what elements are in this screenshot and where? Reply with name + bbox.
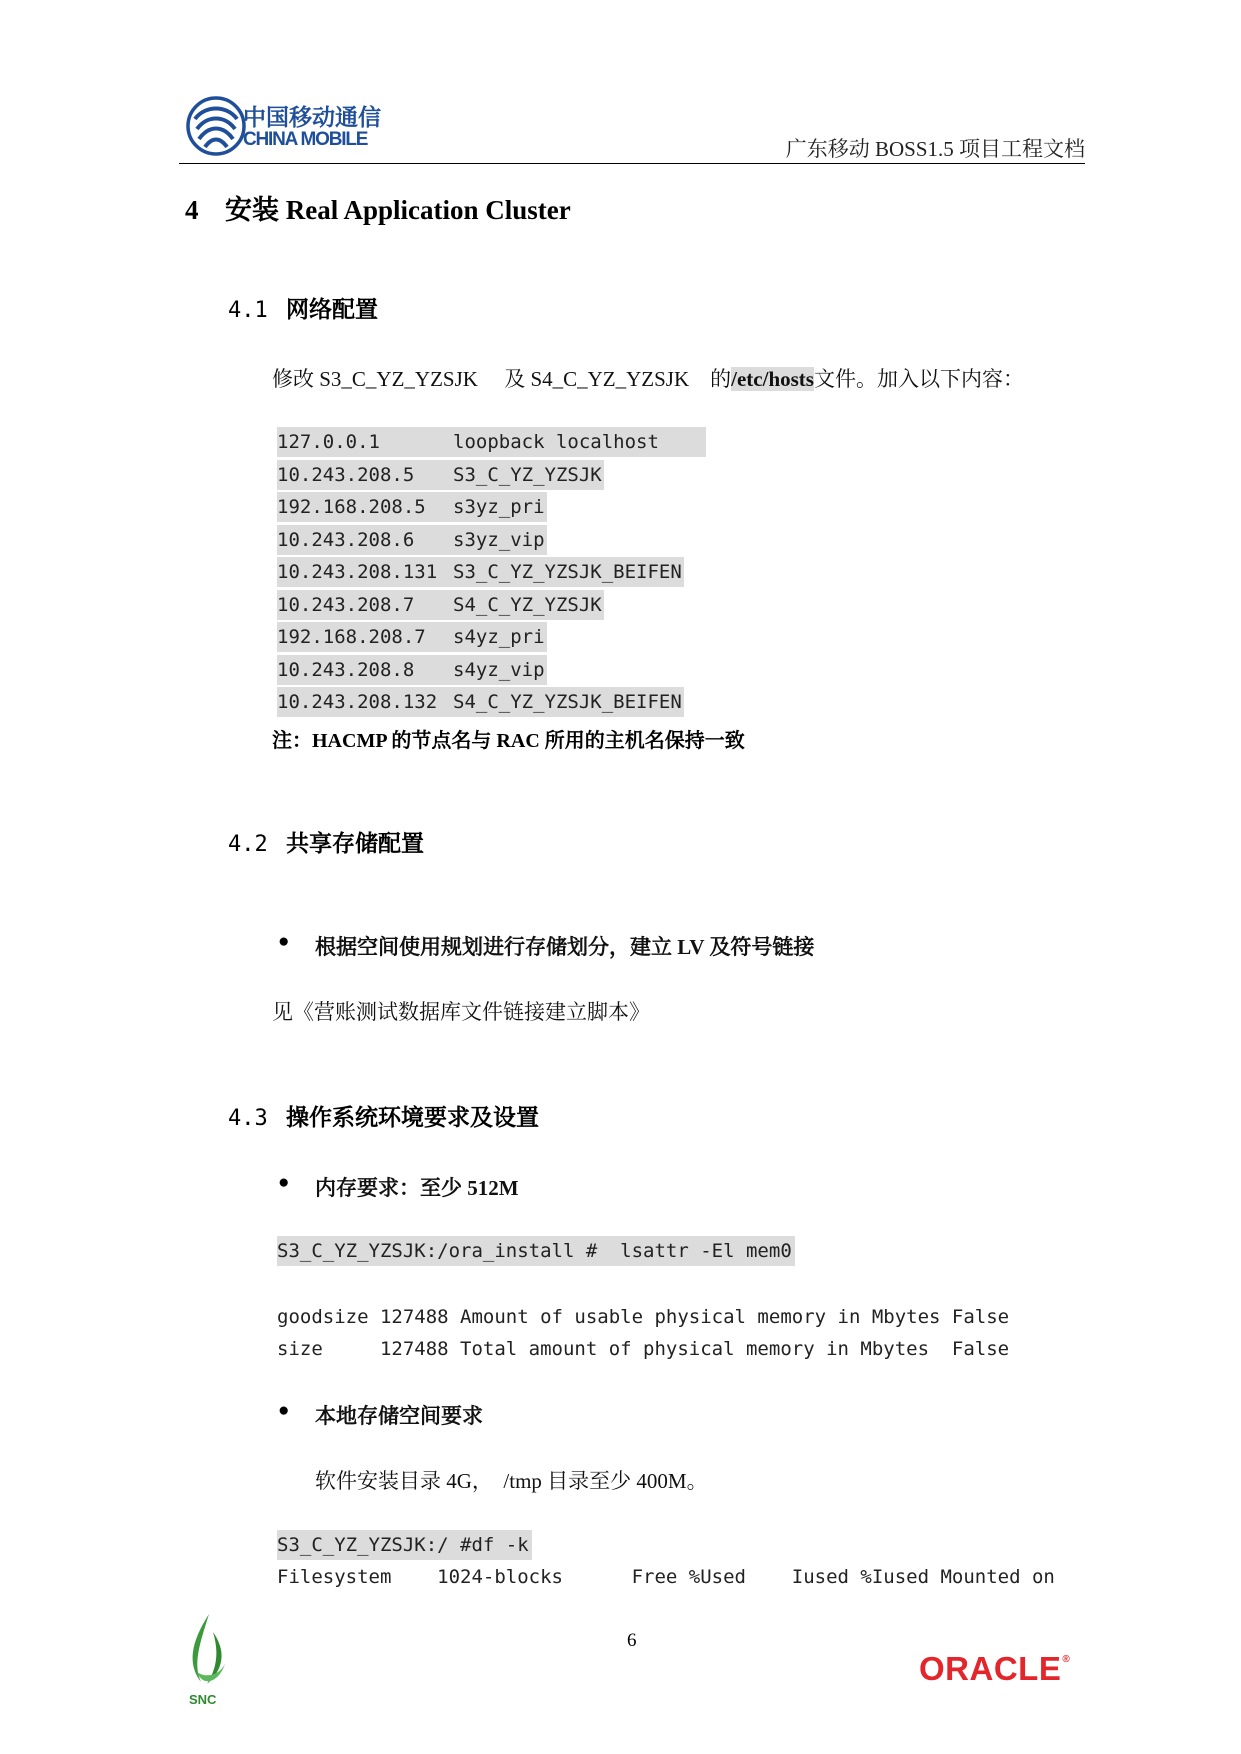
- section-title: 共享存储配置: [286, 831, 424, 856]
- bullet-icon: ●: [278, 1172, 290, 1193]
- hosts-file-path: /etc/hosts: [731, 367, 814, 391]
- section-title: 网络配置: [286, 297, 378, 322]
- section-heading-4-1: [228, 291, 378, 324]
- host-name: s3yz_vip: [453, 528, 545, 551]
- bullet-icon: ●: [278, 1400, 290, 1421]
- intro-text: 修改 S3_C_YZ_YZSJK 及 S4_C_YZ_YZSJK 的: [272, 367, 732, 391]
- table-row: [277, 687, 706, 720]
- host-ip: 10.243.208.6: [277, 528, 415, 551]
- table-row: [277, 525, 706, 558]
- table-row: [277, 590, 706, 623]
- disk-requirement-text: 软件安装目录 4G， /tmp 目录至少 400M。: [315, 1469, 708, 1493]
- memory-bullet-text: 内存要求：至少 512M: [315, 1176, 519, 1200]
- host-name: S4_C_YZ_YZSJK: [453, 593, 602, 616]
- host-ip: 10.243.208.7: [277, 593, 415, 616]
- list-item: [278, 1172, 289, 1194]
- host-ip: 10.243.208.132: [277, 691, 438, 713]
- host-ip: 10.243.208.131: [277, 561, 438, 583]
- logo-chinese-text: 中国移动通信: [243, 105, 381, 131]
- section-number: 4.3: [228, 1106, 268, 1131]
- host-name: s3yz_pri: [453, 496, 545, 518]
- host-ip: 192.168.208.5: [277, 496, 426, 518]
- header-divider: [179, 163, 1085, 164]
- table-row: [277, 622, 706, 655]
- lsattr-command: S3_C_YZ_YZSJK:/ora_install # lsattr -El mem0: [277, 1236, 795, 1266]
- page-number: 6: [627, 1630, 637, 1651]
- host-ip: 10.243.208.8: [277, 658, 415, 681]
- table-row: [277, 557, 706, 590]
- hosts-note: 注：HACMP 的节点名与 RAC 所用的主机名保持一致: [272, 730, 745, 752]
- host-name: S3_C_YZ_YZSJK_BEIFEN: [453, 561, 682, 583]
- snc-label: SNC: [189, 1692, 217, 1707]
- china-mobile-swirl-icon: [185, 95, 247, 157]
- disk-bullet-text: 本地存储空间要求: [315, 1404, 483, 1428]
- hosts-table: [277, 427, 706, 720]
- list-item: [278, 931, 289, 953]
- df-output-header: Filesystem 1024-blocks Free %Used Iused %Iused Mounted on: [277, 1566, 1055, 1588]
- host-ip: 192.168.208.7: [277, 626, 426, 648]
- hosts-intro-paragraph: [272, 363, 1024, 393]
- chapter-title: 安装 Real Application Cluster: [225, 195, 571, 225]
- host-name: s4yz_pri: [453, 626, 545, 648]
- host-name: S4_C_YZ_YZSJK_BEIFEN: [453, 691, 682, 713]
- table-row: [277, 655, 706, 688]
- lsattr-output-line: goodsize 127488 Amount of usable physical memory in Mbytes False: [277, 1306, 1010, 1328]
- snc-leaf-icon: [179, 1612, 239, 1708]
- chapter-number: 4: [185, 195, 199, 225]
- registered-mark: ®: [1062, 1654, 1071, 1665]
- china-mobile-logo: [185, 95, 381, 159]
- table-row: [277, 492, 706, 525]
- section-heading-4-3: [228, 1099, 539, 1132]
- host-name: S3_C_YZ_YZSJK: [453, 463, 602, 486]
- snc-logo: [179, 1612, 239, 1708]
- lsattr-output-line: size 127488 Total amount of physical memory in Mbytes False: [277, 1338, 1010, 1360]
- section-number: 4.2: [228, 832, 268, 857]
- host-name: loopback localhost: [453, 431, 659, 453]
- storage-bullet-text: 根据空间使用规划进行存储划分，建立 LV 及符号链接: [315, 935, 815, 959]
- host-name: s4yz_vip: [453, 658, 545, 681]
- table-row: [277, 460, 706, 493]
- table-row: [277, 427, 706, 460]
- chapter-heading: [185, 188, 571, 227]
- df-command: S3_C_YZ_YZSJK:/ #df -k: [277, 1530, 532, 1560]
- host-ip: 127.0.0.1: [277, 431, 380, 453]
- logo-english-text: CHINA MOBILE: [243, 129, 368, 150]
- section-title: 操作系统环境要求及设置: [286, 1105, 539, 1130]
- document-title: 广东移动 BOSS1.5 项目工程文档: [785, 137, 1085, 161]
- oracle-wordmark: ORACLE: [919, 1650, 1062, 1687]
- section-heading-4-2: [228, 825, 424, 858]
- oracle-logo: [919, 1650, 1070, 1688]
- bullet-icon: ●: [278, 931, 290, 952]
- host-ip: 10.243.208.5: [277, 463, 415, 486]
- intro-text-end: 文件。加入以下内容：: [813, 367, 1024, 391]
- script-reference: 见《营账测试数据库文件链接建立脚本》: [272, 1000, 650, 1024]
- list-item: [278, 1400, 289, 1422]
- section-number: 4.1: [228, 298, 268, 323]
